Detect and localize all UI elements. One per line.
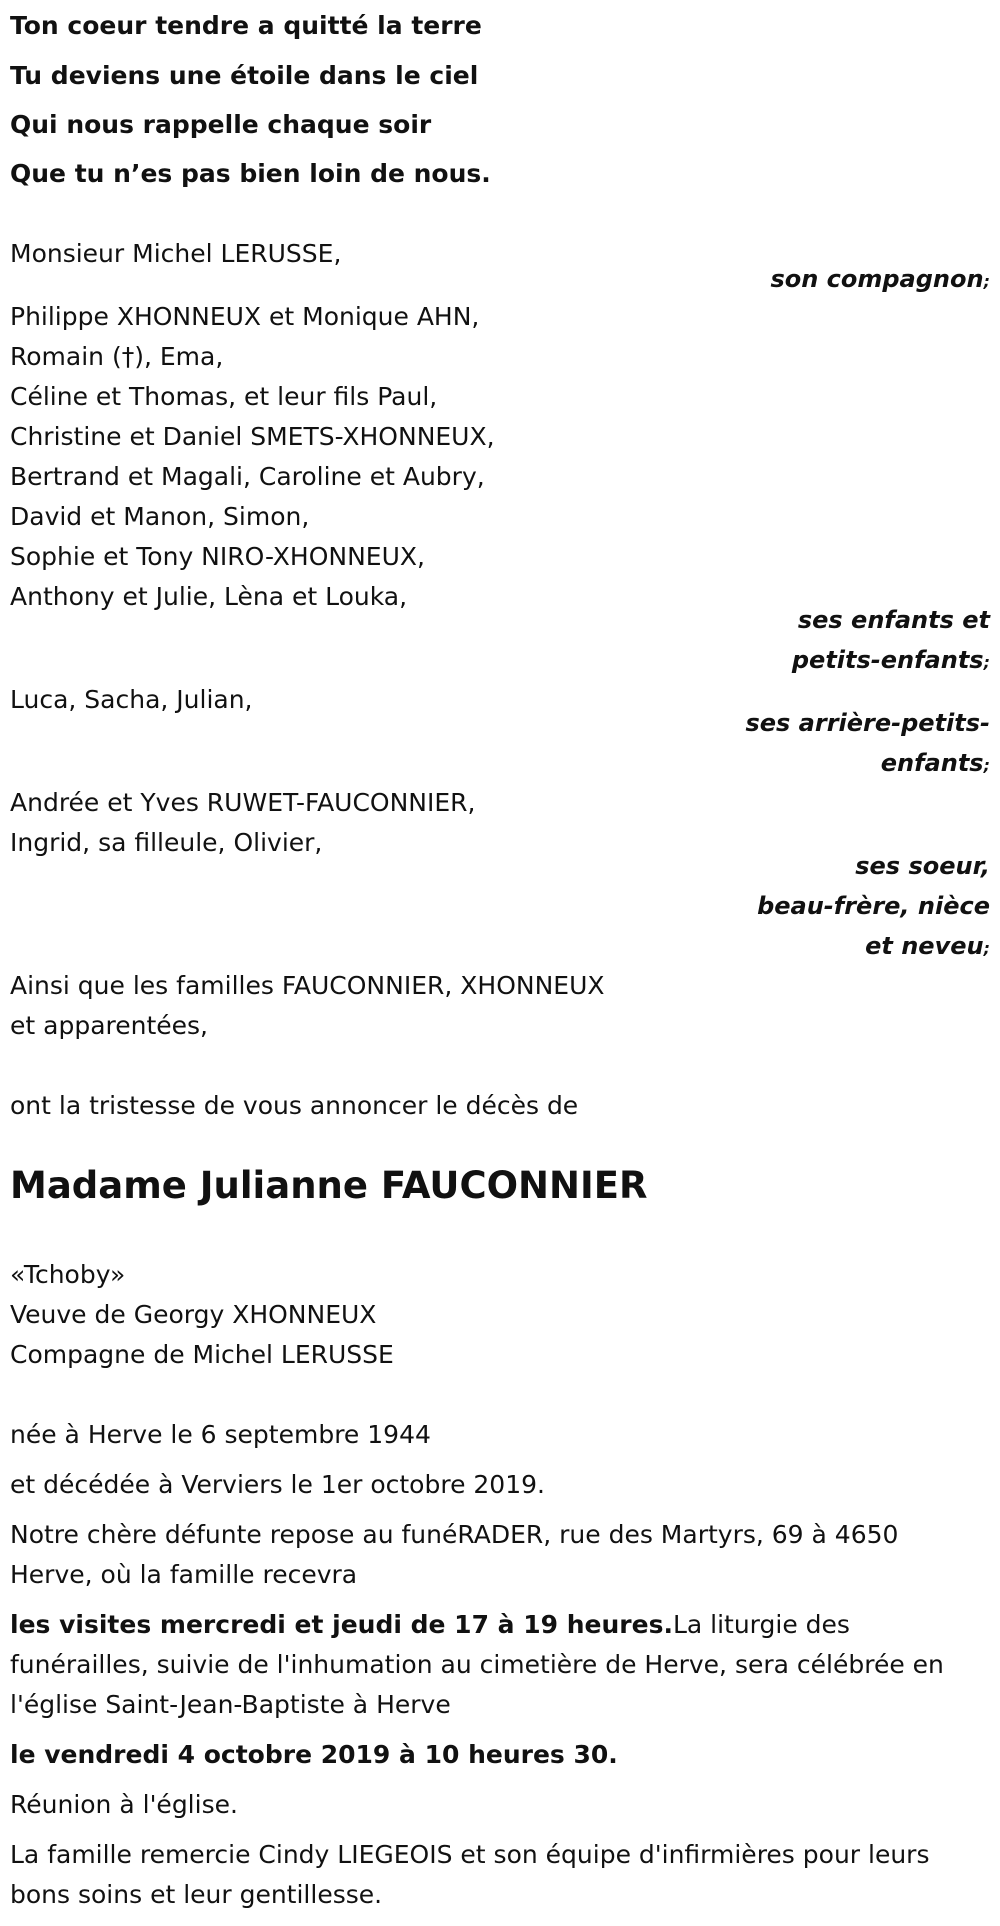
poem-line: Que tu n’es pas bien loin de nous. <box>10 159 491 188</box>
thanks-info: La famille remercie Cindy LIEGEOIS et son équipe d'infirmières pour leurs bons soins et leur gentillesse. <box>10 1840 930 1909</box>
repose-info: Notre chère défunte repose au funéRADER, rue des Martyrs, 69 à 4650 Herve, où la famille recevra <box>10 1520 899 1589</box>
poem-line: Ton coeur tendre a quitté la terre <box>10 11 482 40</box>
birth-info: née à Herve le 6 septembre 1944 <box>10 1420 431 1449</box>
siblings-line: Andrée et Yves RUWET-FAUCONNIER, <box>10 788 476 817</box>
siblings-relation: ses soeur, beau-frère, nièce et neveu; <box>757 852 990 960</box>
great-grandchildren-relation: ses arrière-petits- enfants; <box>745 709 990 777</box>
companion-relation: son compagnon; <box>770 265 990 293</box>
meeting-info: Réunion à l'église. <box>10 1790 238 1819</box>
announcement: ont la tristesse de vous annoncer le décès de <box>10 1091 579 1120</box>
children-line: David et Manon, Simon, <box>10 502 310 531</box>
children-line: Anthony et Julie, Lèna et Louka, <box>10 582 408 611</box>
children-line: Bertrand et Magali, Caroline et Aubry, <box>10 462 485 491</box>
families-line: Ainsi que les familles FAUCONNIER, XHONNEUX <box>10 971 605 1000</box>
children-line: Romain (†), Ema, <box>10 342 224 371</box>
great-grandchildren-line: Luca, Sacha, Julian, <box>10 685 253 714</box>
poem-line: Tu deviens une étoile dans le ciel <box>10 61 479 90</box>
children-line: Céline et Thomas, et leur fils Paul, <box>10 382 438 411</box>
children-line: Philippe XHONNEUX et Monique AHN, <box>10 302 480 331</box>
siblings-line: Ingrid, sa filleule, Olivier, <box>10 828 323 857</box>
deceased-companion-of: Compagne de Michel LERUSSE <box>10 1340 394 1369</box>
death-info: et décédée à Verviers le 1er octobre 2019. <box>10 1470 545 1499</box>
deceased-widow-of: Veuve de Georgy XHONNEUX <box>10 1300 377 1329</box>
poem-line: Qui nous rappelle chaque soir <box>10 110 432 139</box>
liturgy-info: La liturgie des funérailles, suivie de l'inhumation au cimetière de Herve, sera célébrée en l'église Saint-Jean-Baptiste à Herve <box>10 1610 944 1719</box>
funeral-date: le vendredi 4 octobre 2019 à 10 heures 30. <box>10 1740 618 1769</box>
children-relation: ses enfants et petits-enfants; <box>791 606 990 674</box>
families-line: et apparentées, <box>10 1011 208 1040</box>
visits-liturgy <box>10 1605 985 1725</box>
deceased-name: Madame Julianne FAUCONNIER <box>10 1164 648 1207</box>
children-line: Sophie et Tony NIRO-XHONNEUX, <box>10 542 425 571</box>
deceased-nickname: «Tchoby» <box>10 1260 126 1289</box>
visits-hours: les visites mercredi et jeudi de 17 à 19 heures. <box>10 1610 673 1639</box>
companion-name: Monsieur Michel LERUSSE, <box>10 239 342 268</box>
children-line: Christine et Daniel SMETS-XHONNEUX, <box>10 422 495 451</box>
